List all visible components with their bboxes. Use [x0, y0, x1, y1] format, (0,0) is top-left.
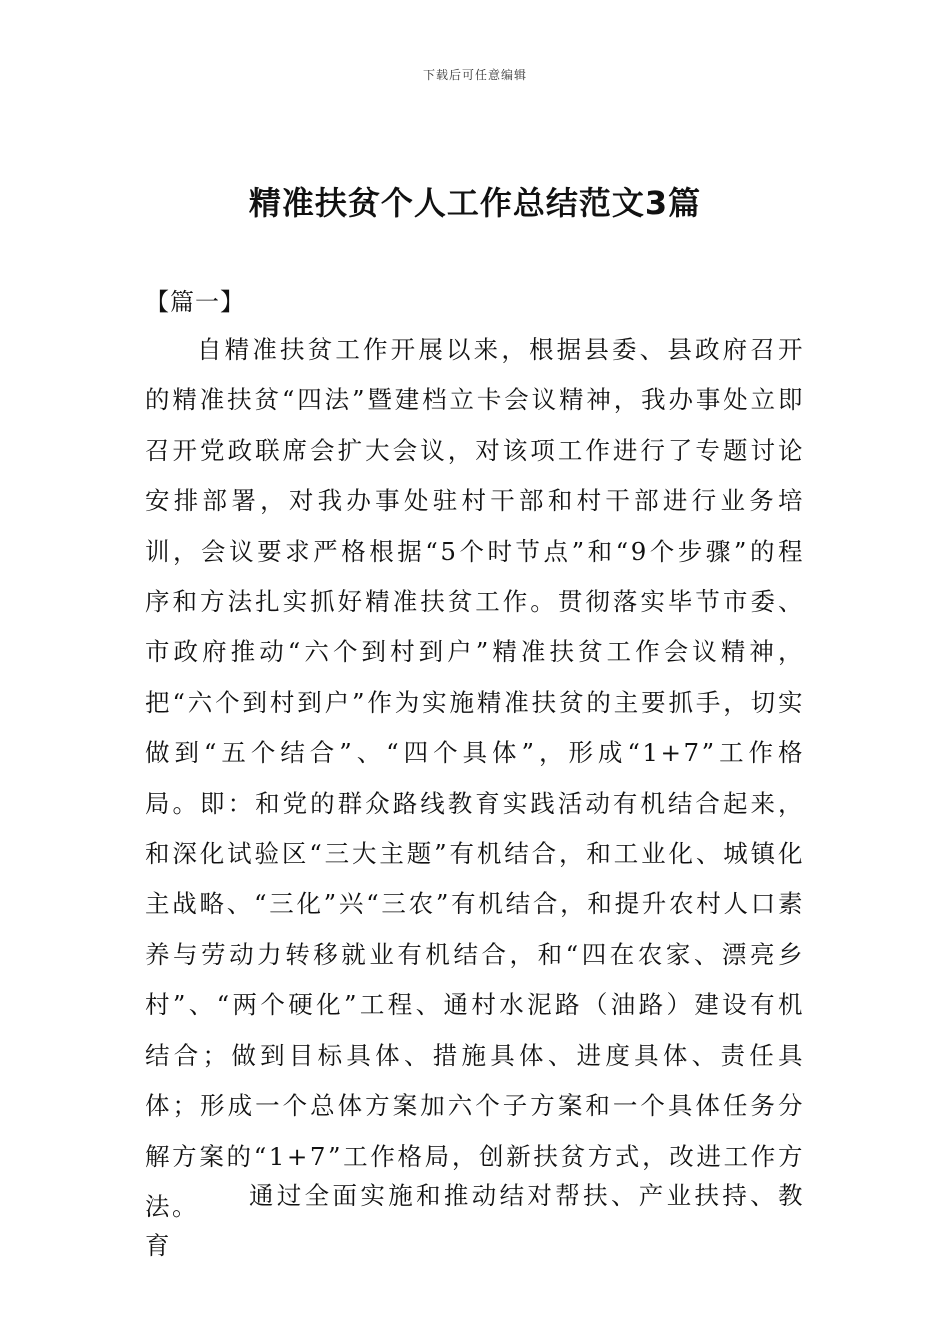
body-paragraph-1: 自精准扶贫工作开展以来，根据县委、县政府召开的精准扶贫“四法”暨建档立卡会议精神，我办事处立即召开党政联席会扩大会议，对该项工作进行了专题讨论安排部署，对我办事处驻村干部和村干部进行业务培训，会议要求严格根据“5个时节点”和“9个步骤”的程序和方法扎实抓好精准扶贫工作。贯彻落实毕节市委、市政府推动“六个到村到户”精准扶贫工作会议精神，把“六个到村到户”作为实施精准扶贫的主要抓手，切实做到“五个结合”、“四个具体”，形成“1+7”工作格局。即：和党的群众路线教育实践活动有机结合起来，和深化试验区“三大主题”有机结合，和工业化、城镇化主战略、“三化”兴“三农”有机结合，和提升农村人口素养与劳动力转移就业有机结合，和“四在农家、漂亮乡村”、“两个硬化”工程、通村水泥路（油路）建设有机结合；做到目标具体、措施具体、进度具体、责任具体；形成一个总体方案加六个子方案和一个具体任务分解方案的“1+7”工作格局，创新扶贫方式，改进工作方法。	[145, 335, 805, 1221]
document-title: 精准扶贫个人工作总结范文3篇	[248, 184, 702, 222]
body-paragraph-2: 通过全面实施和推动结对帮扶、产业扶持、教育	[145, 1181, 805, 1261]
header-note: 下载后可任意编辑	[422, 68, 527, 82]
section-label: 【篇一】	[145, 288, 245, 316]
